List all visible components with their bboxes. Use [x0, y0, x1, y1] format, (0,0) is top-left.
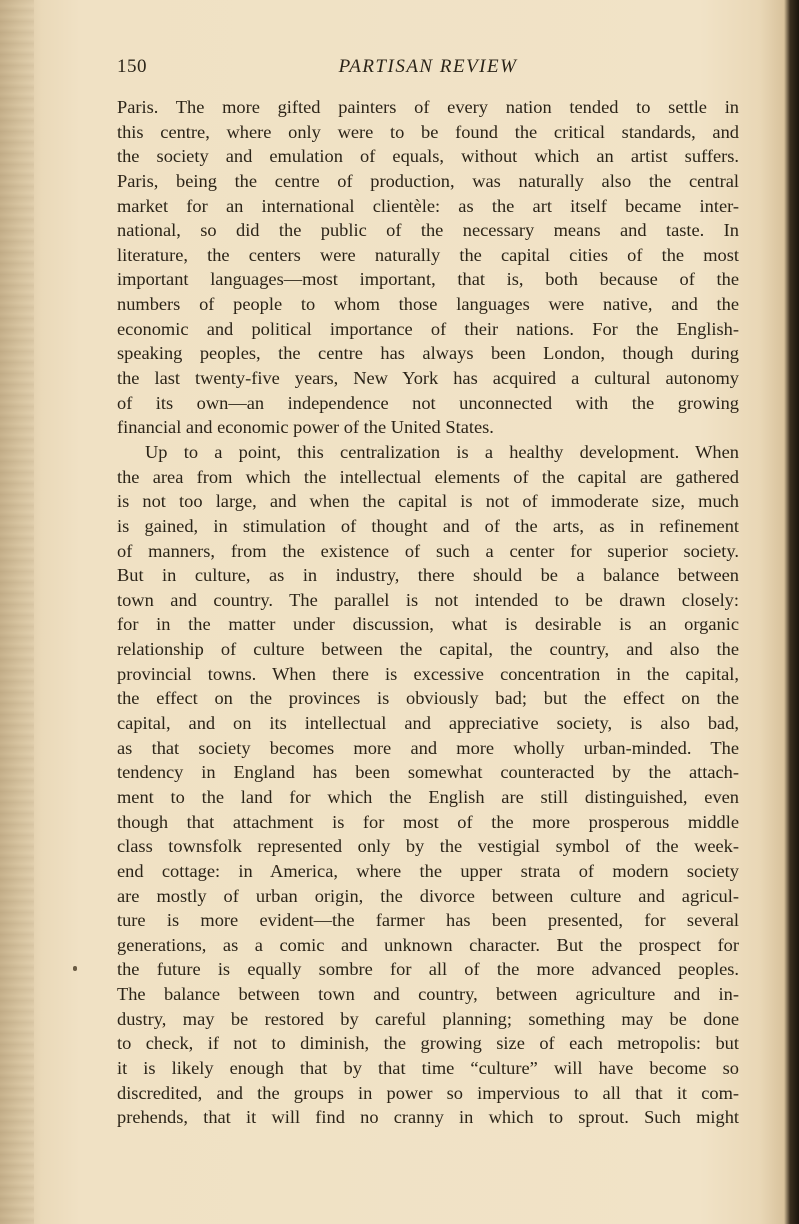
text-line: the future is equally sombre for all of the more advanced peoples.: [117, 959, 739, 980]
text-line: national, so did the public of the necessary means and taste. In: [117, 220, 739, 241]
text-line: tendency in England has been somewhat counteracted by the attach-: [117, 762, 739, 783]
page-number: 150: [117, 56, 147, 77]
text-line: discredited, and the groups in power so impervious to all that it com-: [117, 1082, 739, 1103]
text-line: the effect on the provinces is obviously bad; but the effect on the: [117, 688, 739, 709]
text-line: are mostly of urban origin, the divorce between culture and agricul-: [117, 885, 739, 906]
text-line: the society and emulation of equals, without which an artist suffers.: [117, 146, 739, 167]
text-line: dustry, may be restored by careful planning; something may be done: [117, 1008, 739, 1029]
text-line: the last twenty-five years, New York has acquired a cultural autonomy: [117, 368, 739, 389]
paragraph-end-line: financial and economic power of the United States.: [117, 417, 494, 438]
text-line: class townsfolk represented only by the vestigial symbol of the week-: [117, 836, 739, 857]
text-line: is gained, in stimulation of thought and of the arts, as in refinement: [117, 515, 739, 536]
text-line: ment to the land for which the English are still distinguished, even: [117, 786, 739, 807]
text-line: it is likely enough that by that time “culture” will have become so: [117, 1057, 739, 1078]
text-line: The balance between town and country, between agriculture and in-: [117, 984, 739, 1005]
text-line: speaking peoples, the centre has always been London, though during: [117, 343, 739, 364]
text-line: this centre, where only were to be found the critical standards, and: [117, 121, 739, 142]
running-head: [117, 56, 739, 82]
text-line: generations, as a comic and unknown character. But the prospect for: [117, 934, 739, 955]
text-line: town and country. The parallel is not intended to be drawn closely:: [117, 589, 739, 610]
text-line: is not too large, and when the capital is not of immoderate size, much: [117, 491, 739, 512]
text-line: prehends, that it will find no cranny in which to sprout. Such might: [117, 1107, 739, 1128]
text-line: capital, and on its intellectual and appreciative society, is also bad,: [117, 713, 739, 734]
text-line: provincial towns. When there is excessive concentration in the capital,: [117, 663, 739, 684]
text-line: literature, the centers were naturally the capital cities of the most: [117, 244, 739, 265]
text-line: numbers of people to whom those languages were native, and the: [117, 294, 739, 315]
text-line: the area from which the intellectual elements of the capital are gathered: [117, 466, 739, 487]
text-line: end cottage: in America, where the upper strata of modern society: [117, 860, 739, 881]
text-line: for in the matter under discussion, what is desirable is an organic: [117, 614, 739, 635]
text-line: relationship of culture between the capital, the country, and also the: [117, 639, 739, 660]
text-line: market for an international clientèle: as the art itself became inter-: [117, 195, 739, 216]
text-line: to check, if not to diminish, the growing size of each metropolis: but: [117, 1033, 739, 1054]
ink-speck: [73, 966, 77, 971]
text-line: of its own—an independence not unconnected with the growing: [117, 392, 739, 413]
text-line: But in culture, as in industry, there should be a balance between: [117, 565, 739, 586]
text-line: as that society becomes more and more wholly urban-minded. The: [117, 737, 739, 758]
body-text: [117, 95, 739, 1130]
text-line: important languages—most important, that is, both because of the: [117, 269, 739, 290]
paragraph-start-line: Up to a point, this centralization is a healthy development. When: [145, 441, 739, 462]
text-line: of manners, from the existence of such a center for superior society.: [117, 540, 739, 561]
journal-title: PARTISAN REVIEW: [338, 56, 518, 77]
text-line: Paris, being the centre of production, was naturally also the central: [117, 170, 739, 191]
text-line: Paris. The more gifted painters of every nation tended to settle in: [117, 97, 739, 117]
page-binding-shadow: [0, 0, 34, 1224]
text-line: economic and political importance of their nations. For the English-: [117, 318, 739, 339]
text-line: though that attachment is for most of the more prosperous middle: [117, 811, 739, 832]
text-line: ture is more evident—the farmer has been presented, for several: [117, 910, 739, 931]
